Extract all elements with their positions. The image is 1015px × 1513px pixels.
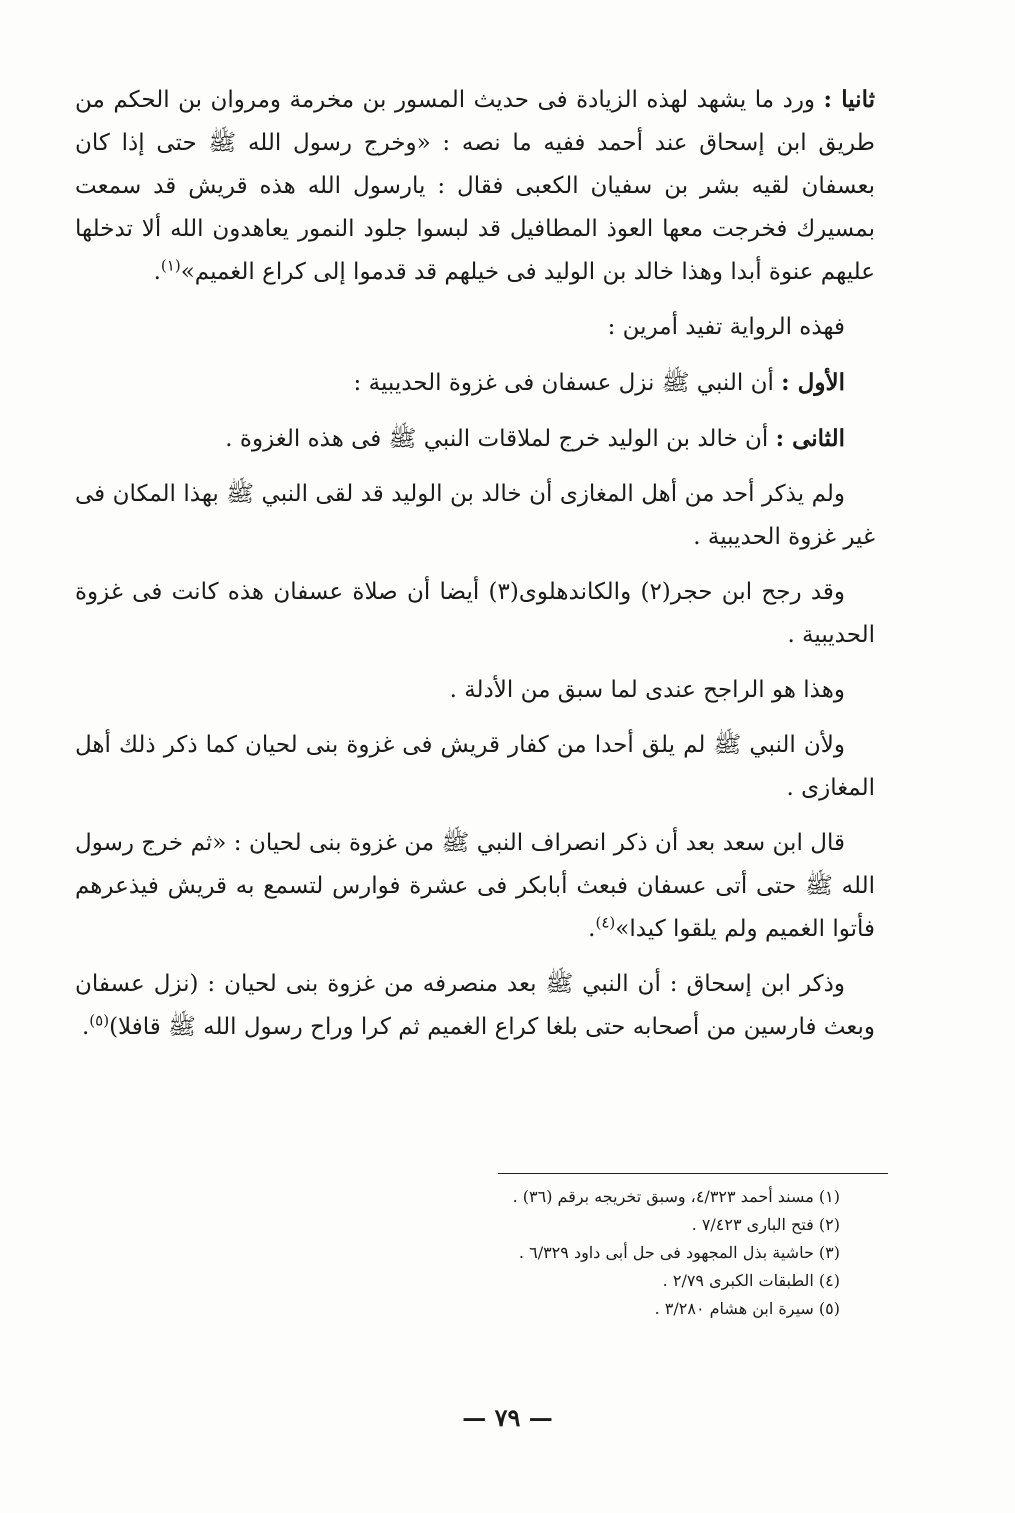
- paragraph-text: قال ابن سعد بعد أن ذكر انصراف النبي ﷺ من غزوة بنى لحيان : «ثم خرج رسول الله ﷺ حتى أتى عسفان فبعث أبابكر فى عشرة فوارس لتسمع به قريش فيذعرهم فأتوا الغميم ولم يلقوا كيدا»: [75, 830, 875, 942]
- footnote-ref: (٥): [89, 1011, 110, 1030]
- footnote-2: (٢) فتح البارى ٧/٤٢٣ .: [691, 1215, 840, 1234]
- paragraph-1: [75, 78, 875, 294]
- page-number: — ٧٩ —: [462, 1403, 553, 1432]
- footnote-divider: [498, 1173, 888, 1174]
- paragraph-tail: .: [588, 916, 596, 942]
- paragraph-5: [75, 473, 875, 559]
- paragraph-text: وهذا هو الراجح عندى لما سبق من الأدلة .: [449, 677, 845, 703]
- paragraph-2: [75, 306, 875, 349]
- main-text: [75, 78, 875, 1061]
- paragraph-text: ورد ما يشهد لهذه الزيادة فى حديث المسور بن مخرمة ومروان بن الحكم من طريق ابن إسحاق عند أحمد ففيه ما نصه : «وخرج رسول الله ﷺ حتى إذا كان بعسفان لقيه بشر بن سفيان الكعبى فقال : يارسول الله هذه قريش قد سمعت بمسيرك فخرجت معها العوذ المطافيل قد لبسوا جلود النمور يعاهدون الله ألا تدخلها عليهم عنوة أبدا وهذا خالد بن الوليد فى خيلهم قد قدموا إلى كراع الغميم»: [75, 87, 875, 285]
- paragraph-lead: الثانى :: [775, 425, 845, 452]
- paragraph-text: وقد رجح ابن حجر(٢) والكاندهلوى(٣) أيضا أن صلاة عسفان هذه كانت فى غزوة الحديبية .: [75, 579, 875, 648]
- paragraph-7: [75, 669, 875, 712]
- paragraph-9: [75, 822, 875, 951]
- paragraph-text: أن خالد بن الوليد خرج لملاقات النبي ﷺ فى هذه الغزوة .: [225, 426, 776, 452]
- paragraph-text: وذكر ابن إسحاق : أن النبي ﷺ بعد منصرفه من غزوة بنى لحيان : (نزل عسفان وبعث فارسين من أصحابه حتى بلغا كراع الغميم ثم كرا وراح رسول الله ﷺ قافلا): [75, 971, 875, 1040]
- footnotes: [200, 1183, 840, 1323]
- paragraph-4: [75, 417, 875, 461]
- footnote-ref: (٤): [595, 913, 616, 932]
- paragraph-tail: .: [153, 259, 161, 285]
- paragraph-text: ولم يذكر أحد من أهل المغازى أن خالد بن الوليد قد لقى النبي ﷺ بهذا المكان فى غير غزوة الحديبية .: [75, 481, 875, 550]
- paragraph-text: فهذه الرواية تفيد أمرين :: [607, 314, 845, 340]
- paragraph-lead: الأول :: [781, 369, 845, 396]
- paragraph-8: [75, 724, 875, 810]
- paragraph-lead: ثانيا :: [823, 86, 875, 113]
- paragraph-text: ولأن النبي ﷺ لم يلق أحدا من كفار قريش فى غزوة بنى لحيان كما ذكر ذلك أهل المغازى .: [75, 732, 875, 801]
- paragraph-6: [75, 571, 875, 657]
- footnote-1: (١) مسند أحمد ٤/٣٢٣، وسبق تخريجه برقم (٣٦) .: [512, 1187, 840, 1206]
- paragraph-10: [75, 963, 875, 1049]
- paragraph-tail: .: [81, 1014, 90, 1040]
- paragraph-3: [75, 361, 875, 405]
- paragraph-text: أن النبي ﷺ نزل عسفان فى غزوة الحديبية :: [353, 370, 782, 396]
- footnote-4: (٤) الطبقات الكبرى ٢/٧٩ .: [662, 1271, 840, 1290]
- footnote-3: (٣) حاشية بذل المجهود فى حل أبى داود ٦/٣٢٩ .: [518, 1243, 840, 1262]
- footnote-ref: (١): [160, 256, 181, 275]
- footnote-5: (٥) سيرة ابن هشام ٣/٢٨٠ .: [654, 1299, 840, 1318]
